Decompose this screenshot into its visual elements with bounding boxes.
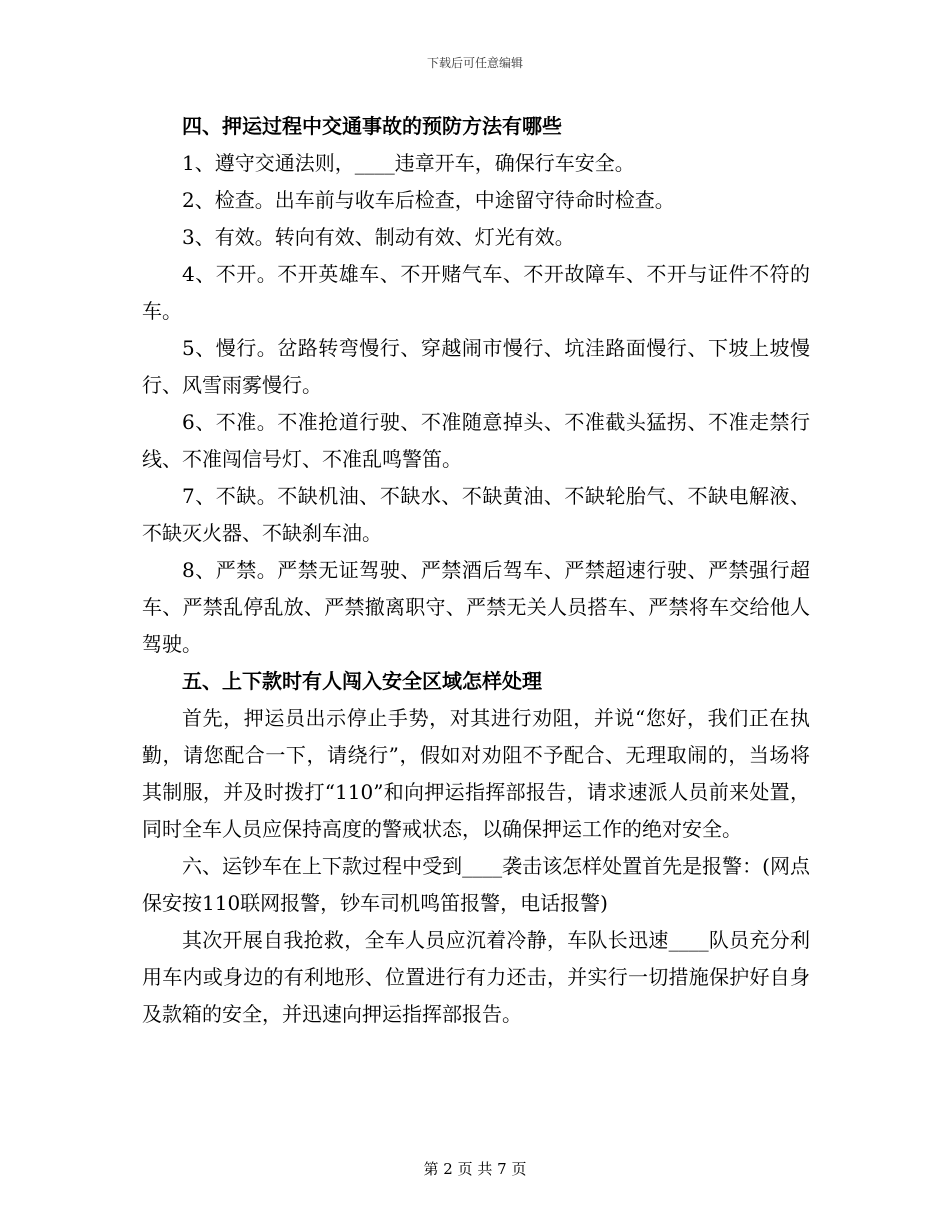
section-5-body: 首先，押运员出示停止手势，对其进行劝阻，并说“您好，我们正在执勤，请您配合一下，请绕行”，假如对劝阻不予配合、无理取闹的，当场将其制服，并及时拨打“110”和向押运指挥部报告，请求速派人员前来处置，同时全车人员应保持高度的警戒状态，以确保押运工作的绝对安全。 [142, 706, 810, 841]
section-4-item-6: 6、不准。不准抢道行驶、不准随意掉头、不准截头猛拐、不准走禁行线、不准闯信号灯、不准乱鸣警笛。 [142, 410, 810, 471]
section-4-item-7: 7、不缺。不缺机油、不缺水、不缺黄油、不缺轮胎气、不缺电解液、不缺灭火器、不缺刹车油。 [142, 484, 810, 545]
section-4-heading: 四、押运过程中交通事故的预防方法有哪些 [182, 114, 562, 138]
section-4-item-4: 4、不开。不开英雄车、不开赌气车、不开故障车、不开与证件不符的车。 [142, 262, 810, 323]
section-4-item-8: 8、严禁。严禁无证驾驶、严禁酒后驾车、严禁超速行驶、严禁强行超车、严禁乱停乱放、严禁撤离职守、严禁无关人员搭车、严禁将车交给他人驾驶。 [142, 558, 810, 656]
document-body [142, 108, 810, 1033]
section-4-item-3: 3、有效。转向有效、制动有效、灯光有效。 [182, 225, 575, 249]
page-header: 下载后可任意编辑 [426, 56, 523, 70]
section-4-item-5: 5、慢行。岔路转弯慢行、穿越闹市慢行、坑洼路面慢行、下坡上坡慢行、风雪雨雾慢行。 [142, 336, 810, 397]
section-4-item-2: 2、检查。出车前与收车后检查，中途留守待命时检查。 [182, 188, 675, 212]
page-footer: 第 2 页 共 7 页 [423, 1160, 527, 1178]
section-4-item-1: 1、遵守交通法则，____违章开车，确保行车安全。 [182, 151, 635, 175]
section-6-body: 其次开展自我抢救，全车人员应沉着冷静，车队长迅速____队员充分利用车内或身边的有利地形、位置进行有力还击，并实行一切措施保护好自身及款箱的安全，并迅速向押运指挥部报告。 [142, 928, 810, 1026]
section-5-heading: 五、上下款时有人闯入安全区域怎样处理 [182, 669, 542, 693]
section-6-heading: 六、运钞车在上下款过程中受到____袭击该怎样处置首先是报警：(网点保安按110联网报警，钞车司机鸣笛报警，电话报警) [142, 854, 810, 915]
